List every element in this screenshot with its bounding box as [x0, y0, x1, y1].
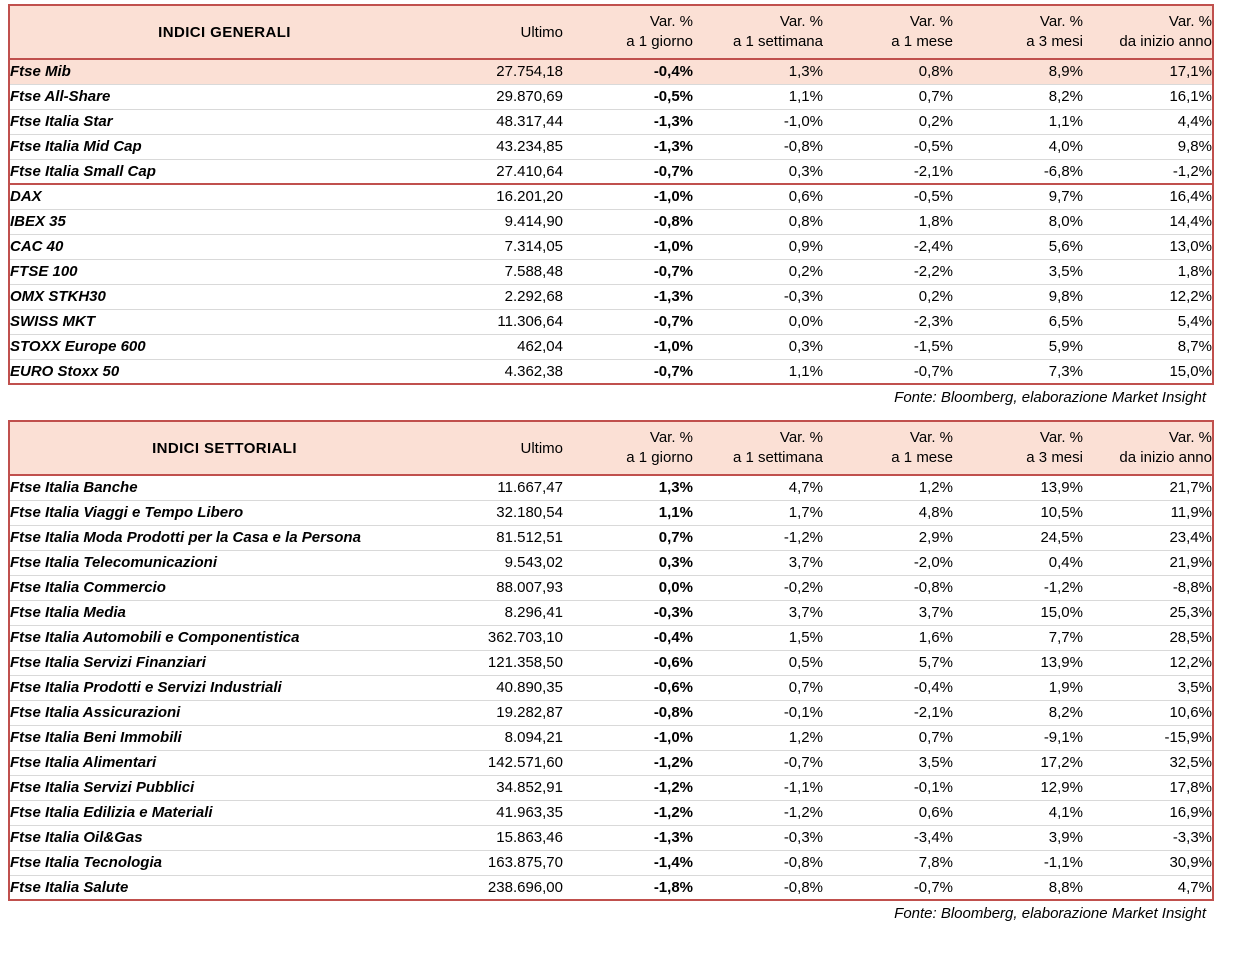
header-line-1: Var. %	[649, 12, 693, 30]
index-var-1settimana: -1,0%	[693, 109, 823, 134]
column-header-var-1settimana	[693, 5, 823, 59]
index-var-inizio-anno: 10,6%	[1083, 700, 1213, 725]
index-name: Ftse Italia Automobili e Componentistica	[9, 625, 439, 650]
index-var-1mese: -2,4%	[823, 234, 953, 259]
index-var-1mese: -0,1%	[823, 775, 953, 800]
index-var-1mese: -0,7%	[823, 359, 953, 384]
index-var-3mesi: 9,8%	[953, 284, 1083, 309]
table-row	[9, 575, 1213, 600]
index-var-1settimana: 4,7%	[693, 475, 823, 500]
index-name: STOXX Europe 600	[9, 334, 439, 359]
index-var-inizio-anno: 4,7%	[1083, 875, 1213, 900]
index-var-1settimana: 0,9%	[693, 234, 823, 259]
index-var-1settimana: -0,7%	[693, 750, 823, 775]
column-header-var-1settimana	[693, 421, 823, 475]
index-name: Ftse Italia Mid Cap	[9, 134, 439, 159]
table-row	[9, 650, 1213, 675]
table-row	[9, 334, 1213, 359]
table-row	[9, 550, 1213, 575]
index-var-1giorno: -0,7%	[563, 259, 693, 284]
index-var-1mese: 4,8%	[823, 500, 953, 525]
index-name: Ftse Italia Banche	[9, 475, 439, 500]
index-var-inizio-anno: 1,8%	[1083, 259, 1213, 284]
header-line-2: a 1 giorno	[626, 449, 693, 466]
table-row	[9, 750, 1213, 775]
index-var-1mese: 0,8%	[823, 59, 953, 84]
index-var-1giorno: 0,0%	[563, 575, 693, 600]
index-var-inizio-anno: 9,8%	[1083, 134, 1213, 159]
index-var-3mesi: 15,0%	[953, 600, 1083, 625]
index-name: Ftse All-Share	[9, 84, 439, 109]
index-name: Ftse Mib	[9, 59, 439, 84]
index-var-1mese: 7,8%	[823, 850, 953, 875]
index-var-inizio-anno: 4,4%	[1083, 109, 1213, 134]
index-var-1giorno: -1,8%	[563, 875, 693, 900]
index-last-value: 362.703,10	[439, 625, 563, 650]
index-var-3mesi: 6,5%	[953, 309, 1083, 334]
index-var-inizio-anno: 3,5%	[1083, 675, 1213, 700]
header-line-1: Var. %	[1039, 428, 1083, 446]
sector-indices-body	[9, 475, 1213, 900]
index-var-3mesi: 12,9%	[953, 775, 1083, 800]
table-row	[9, 284, 1213, 309]
index-var-3mesi: 7,7%	[953, 625, 1083, 650]
table-row	[9, 525, 1213, 550]
table-row	[9, 875, 1213, 900]
sector-indices-title: INDICI SETTORIALI	[9, 421, 439, 475]
index-name: Ftse Italia Assicurazioni	[9, 700, 439, 725]
index-last-value: 142.571,60	[439, 750, 563, 775]
index-var-1giorno: 0,3%	[563, 550, 693, 575]
table-row	[9, 209, 1213, 234]
index-var-1settimana: -1,2%	[693, 800, 823, 825]
index-var-3mesi: 9,7%	[953, 184, 1083, 209]
index-var-1settimana: 0,7%	[693, 675, 823, 700]
index-var-1mese: -0,8%	[823, 575, 953, 600]
index-var-3mesi: 8,9%	[953, 59, 1083, 84]
index-var-1mese: -2,3%	[823, 309, 953, 334]
index-last-value: 15.863,46	[439, 825, 563, 850]
index-var-3mesi: -6,8%	[953, 159, 1083, 184]
index-var-1giorno: -1,0%	[563, 184, 693, 209]
index-var-1giorno: -1,3%	[563, 134, 693, 159]
index-var-1giorno: -0,4%	[563, 59, 693, 84]
header-line-1: Var. %	[1168, 12, 1212, 30]
index-name: Ftse Italia Moda Prodotti per la Casa e la Persona	[9, 525, 439, 550]
index-var-1settimana: 0,8%	[693, 209, 823, 234]
general-indices-table	[8, 4, 1214, 385]
index-var-1giorno: -0,8%	[563, 209, 693, 234]
index-var-1settimana: -1,2%	[693, 525, 823, 550]
index-last-value: 11.306,64	[439, 309, 563, 334]
index-var-3mesi: 5,6%	[953, 234, 1083, 259]
table-row	[9, 159, 1213, 184]
index-var-3mesi: 24,5%	[953, 525, 1083, 550]
index-last-value: 43.234,85	[439, 134, 563, 159]
general-indices-title: INDICI GENERALI	[9, 5, 439, 59]
table-row	[9, 850, 1213, 875]
index-name: Ftse Italia Small Cap	[9, 159, 439, 184]
index-var-1mese: 0,7%	[823, 84, 953, 109]
index-var-3mesi: 10,5%	[953, 500, 1083, 525]
table-row	[9, 725, 1213, 750]
index-name: SWISS MKT	[9, 309, 439, 334]
column-header-var-1giorno	[563, 5, 693, 59]
index-var-1settimana: -0,3%	[693, 825, 823, 850]
index-var-3mesi: 13,9%	[953, 475, 1083, 500]
index-var-1mese: 0,2%	[823, 284, 953, 309]
index-var-1settimana: -0,8%	[693, 875, 823, 900]
index-var-1mese: 1,2%	[823, 475, 953, 500]
index-name: Ftse Italia Servizi Finanziari	[9, 650, 439, 675]
index-last-value: 34.852,91	[439, 775, 563, 800]
index-last-value: 9.543,02	[439, 550, 563, 575]
index-var-1settimana: 0,2%	[693, 259, 823, 284]
index-var-inizio-anno: 11,9%	[1083, 500, 1213, 525]
index-var-1settimana: 0,0%	[693, 309, 823, 334]
index-last-value: 4.362,38	[439, 359, 563, 384]
index-name: Ftse Italia Oil&Gas	[9, 825, 439, 850]
index-var-1mese: 0,7%	[823, 725, 953, 750]
index-var-inizio-anno: 30,9%	[1083, 850, 1213, 875]
header-line-1: Var. %	[1039, 12, 1083, 30]
index-var-1settimana: -0,1%	[693, 700, 823, 725]
index-var-1giorno: -1,0%	[563, 234, 693, 259]
index-name: FTSE 100	[9, 259, 439, 284]
index-var-1giorno: -1,0%	[563, 725, 693, 750]
index-var-inizio-anno: 25,3%	[1083, 600, 1213, 625]
index-var-1mese: -2,0%	[823, 550, 953, 575]
table-row	[9, 675, 1213, 700]
index-var-1mese: -3,4%	[823, 825, 953, 850]
index-var-3mesi: -9,1%	[953, 725, 1083, 750]
index-var-3mesi: 3,5%	[953, 259, 1083, 284]
index-last-value: 7.588,48	[439, 259, 563, 284]
index-var-inizio-anno: 23,4%	[1083, 525, 1213, 550]
index-var-1giorno: -1,3%	[563, 109, 693, 134]
general-indices-body	[9, 59, 1213, 384]
index-var-1mese: 1,6%	[823, 625, 953, 650]
index-var-3mesi: 8,0%	[953, 209, 1083, 234]
table-row	[9, 359, 1213, 384]
index-var-1giorno: -0,7%	[563, 359, 693, 384]
header-line-2: a 3 mesi	[1026, 33, 1083, 50]
index-name: Ftse Italia Media	[9, 600, 439, 625]
index-last-value: 81.512,51	[439, 525, 563, 550]
column-header-var-1giorno	[563, 421, 693, 475]
table-row	[9, 234, 1213, 259]
index-var-3mesi: 8,2%	[953, 700, 1083, 725]
index-var-1giorno: -1,4%	[563, 850, 693, 875]
index-name: Ftse Italia Prodotti e Servizi Industriali	[9, 675, 439, 700]
table-row	[9, 309, 1213, 334]
index-last-value: 16.201,20	[439, 184, 563, 209]
column-header-var-3mesi	[953, 421, 1083, 475]
index-name: Ftse Italia Beni Immobili	[9, 725, 439, 750]
index-var-inizio-anno: 21,9%	[1083, 550, 1213, 575]
index-var-1giorno: 1,1%	[563, 500, 693, 525]
table-row	[9, 500, 1213, 525]
index-last-value: 41.963,35	[439, 800, 563, 825]
table-row	[9, 475, 1213, 500]
index-var-1settimana: 0,3%	[693, 334, 823, 359]
header-line-2: a 1 mese	[891, 33, 953, 50]
header-line-2: a 1 settimana	[732, 33, 823, 50]
sector-indices-header	[9, 421, 1213, 475]
index-var-3mesi: 7,3%	[953, 359, 1083, 384]
index-name: Ftse Italia Viaggi e Tempo Libero	[9, 500, 439, 525]
index-var-1settimana: -0,3%	[693, 284, 823, 309]
index-var-1mese: 3,5%	[823, 750, 953, 775]
header-line-1: Var. %	[909, 12, 953, 30]
index-var-1mese: 3,7%	[823, 600, 953, 625]
index-name: Ftse Italia Telecomunicazioni	[9, 550, 439, 575]
index-var-inizio-anno: 12,2%	[1083, 284, 1213, 309]
index-var-inizio-anno: -1,2%	[1083, 159, 1213, 184]
index-last-value: 29.870,69	[439, 84, 563, 109]
index-var-inizio-anno: 8,7%	[1083, 334, 1213, 359]
index-last-value: 40.890,35	[439, 675, 563, 700]
index-var-1settimana: 1,5%	[693, 625, 823, 650]
sector-indices-table	[8, 420, 1214, 901]
index-var-inizio-anno: 16,9%	[1083, 800, 1213, 825]
index-var-1settimana: 1,1%	[693, 359, 823, 384]
index-var-3mesi: -1,2%	[953, 575, 1083, 600]
index-var-inizio-anno: -8,8%	[1083, 575, 1213, 600]
header-line-2: a 1 settimana	[732, 449, 823, 466]
index-var-1giorno: 0,7%	[563, 525, 693, 550]
index-last-value: 7.314,05	[439, 234, 563, 259]
index-var-1giorno: 1,3%	[563, 475, 693, 500]
index-last-value: 163.875,70	[439, 850, 563, 875]
index-name: Ftse Italia Salute	[9, 875, 439, 900]
index-var-3mesi: 4,1%	[953, 800, 1083, 825]
index-var-3mesi: -1,1%	[953, 850, 1083, 875]
index-last-value: 27.754,18	[439, 59, 563, 84]
index-var-1mese: 5,7%	[823, 650, 953, 675]
table-row	[9, 625, 1213, 650]
index-var-1settimana: 0,5%	[693, 650, 823, 675]
index-var-inizio-anno: 32,5%	[1083, 750, 1213, 775]
index-var-inizio-anno: 15,0%	[1083, 359, 1213, 384]
index-var-1giorno: -1,2%	[563, 775, 693, 800]
index-var-3mesi: 13,9%	[953, 650, 1083, 675]
column-header-var-inizio-anno	[1083, 5, 1213, 59]
index-last-value: 27.410,64	[439, 159, 563, 184]
index-var-inizio-anno: 14,4%	[1083, 209, 1213, 234]
index-var-inizio-anno: 5,4%	[1083, 309, 1213, 334]
column-header-var-3mesi	[953, 5, 1083, 59]
index-var-1mese: 2,9%	[823, 525, 953, 550]
index-var-3mesi: 1,9%	[953, 675, 1083, 700]
index-var-inizio-anno: 13,0%	[1083, 234, 1213, 259]
index-var-1mese: 1,8%	[823, 209, 953, 234]
index-name: Ftse Italia Alimentari	[9, 750, 439, 775]
index-var-1settimana: -0,8%	[693, 134, 823, 159]
index-name: Ftse Italia Edilizia e Materiali	[9, 800, 439, 825]
table-row	[9, 825, 1213, 850]
header-line-1: Var. %	[779, 12, 823, 30]
table-row	[9, 84, 1213, 109]
index-var-1giorno: -0,6%	[563, 675, 693, 700]
index-var-1giorno: -1,2%	[563, 800, 693, 825]
column-header-var-inizio-anno	[1083, 421, 1213, 475]
header-line-2: a 1 giorno	[626, 33, 693, 50]
index-last-value: 32.180,54	[439, 500, 563, 525]
index-last-value: 88.007,93	[439, 575, 563, 600]
index-last-value: 2.292,68	[439, 284, 563, 309]
index-var-1settimana: -0,8%	[693, 850, 823, 875]
header-line-2: a 3 mesi	[1026, 449, 1083, 466]
index-var-1giorno: -0,6%	[563, 650, 693, 675]
index-var-1giorno: -1,3%	[563, 284, 693, 309]
index-var-3mesi: 17,2%	[953, 750, 1083, 775]
index-var-3mesi: 8,2%	[953, 84, 1083, 109]
index-var-3mesi: 8,8%	[953, 875, 1083, 900]
column-header-ultimo: Ultimo	[439, 5, 563, 59]
index-var-1mese: -0,4%	[823, 675, 953, 700]
table-row	[9, 109, 1213, 134]
column-header-var-1mese	[823, 5, 953, 59]
index-var-3mesi: 0,4%	[953, 550, 1083, 575]
header-line-2: da inizio anno	[1119, 449, 1212, 466]
header-line-2: a 1 mese	[891, 449, 953, 466]
header-line-1: Var. %	[1168, 428, 1212, 446]
table-row	[9, 800, 1213, 825]
index-var-1settimana: 0,3%	[693, 159, 823, 184]
index-var-1mese: -1,5%	[823, 334, 953, 359]
index-var-3mesi: 4,0%	[953, 134, 1083, 159]
index-var-1settimana: 1,2%	[693, 725, 823, 750]
index-var-3mesi: 3,9%	[953, 825, 1083, 850]
index-var-1settimana: 1,3%	[693, 59, 823, 84]
index-var-1settimana: 0,6%	[693, 184, 823, 209]
index-var-1settimana: 1,1%	[693, 84, 823, 109]
index-var-inizio-anno: 16,1%	[1083, 84, 1213, 109]
index-name: EURO Stoxx 50	[9, 359, 439, 384]
index-var-1giorno: -0,7%	[563, 159, 693, 184]
table-row	[9, 700, 1213, 725]
index-name: OMX STKH30	[9, 284, 439, 309]
index-var-1settimana: 3,7%	[693, 550, 823, 575]
index-last-value: 462,04	[439, 334, 563, 359]
index-var-1settimana: -1,1%	[693, 775, 823, 800]
index-var-3mesi: 5,9%	[953, 334, 1083, 359]
index-last-value: 8.094,21	[439, 725, 563, 750]
index-var-1giorno: -1,2%	[563, 750, 693, 775]
index-var-1mese: -0,5%	[823, 184, 953, 209]
index-var-inizio-anno: 16,4%	[1083, 184, 1213, 209]
index-var-1settimana: 3,7%	[693, 600, 823, 625]
index-var-1giorno: -0,8%	[563, 700, 693, 725]
header-line-1: Var. %	[909, 428, 953, 446]
index-var-inizio-anno: 17,8%	[1083, 775, 1213, 800]
column-header-var-1mese	[823, 421, 953, 475]
index-var-1giorno: -0,4%	[563, 625, 693, 650]
header-line-1: Var. %	[779, 428, 823, 446]
index-last-value: 121.358,50	[439, 650, 563, 675]
index-var-1mese: -0,5%	[823, 134, 953, 159]
index-var-1mese: -2,1%	[823, 700, 953, 725]
index-var-inizio-anno: 28,5%	[1083, 625, 1213, 650]
header-line-2: da inizio anno	[1119, 33, 1212, 50]
table-row	[9, 600, 1213, 625]
index-var-inizio-anno: 17,1%	[1083, 59, 1213, 84]
index-name: Ftse Italia Servizi Pubblici	[9, 775, 439, 800]
index-var-1settimana: 1,7%	[693, 500, 823, 525]
index-var-inizio-anno: 21,7%	[1083, 475, 1213, 500]
general-indices-source: Fonte: Bloomberg, elaborazione Market Insight	[894, 389, 1206, 406]
index-last-value: 238.696,00	[439, 875, 563, 900]
index-name: DAX	[9, 184, 439, 209]
index-last-value: 8.296,41	[439, 600, 563, 625]
table-row	[9, 59, 1213, 84]
table-row	[9, 259, 1213, 284]
index-last-value: 48.317,44	[439, 109, 563, 134]
index-name: Ftse Italia Tecnologia	[9, 850, 439, 875]
index-var-1mese: -0,7%	[823, 875, 953, 900]
index-var-1settimana: -0,2%	[693, 575, 823, 600]
index-name: IBEX 35	[9, 209, 439, 234]
table-row	[9, 184, 1213, 209]
index-var-1mese: -2,2%	[823, 259, 953, 284]
sector-indices-source: Fonte: Bloomberg, elaborazione Market Insight	[894, 905, 1206, 922]
general-indices-header	[9, 5, 1213, 59]
index-var-inizio-anno: 12,2%	[1083, 650, 1213, 675]
index-var-1mese: 0,6%	[823, 800, 953, 825]
index-name: Ftse Italia Commercio	[9, 575, 439, 600]
index-var-1mese: -2,1%	[823, 159, 953, 184]
column-header-ultimo: Ultimo	[439, 421, 563, 475]
index-var-1giorno: -1,0%	[563, 334, 693, 359]
index-var-1giorno: -0,7%	[563, 309, 693, 334]
index-var-1mese: 0,2%	[823, 109, 953, 134]
index-var-inizio-anno: -3,3%	[1083, 825, 1213, 850]
table-row	[9, 134, 1213, 159]
index-var-1giorno: -1,3%	[563, 825, 693, 850]
index-var-3mesi: 1,1%	[953, 109, 1083, 134]
index-var-inizio-anno: -15,9%	[1083, 725, 1213, 750]
index-last-value: 9.414,90	[439, 209, 563, 234]
index-name: CAC 40	[9, 234, 439, 259]
index-last-value: 19.282,87	[439, 700, 563, 725]
header-line-1: Var. %	[649, 428, 693, 446]
index-var-1giorno: -0,3%	[563, 600, 693, 625]
index-last-value: 11.667,47	[439, 475, 563, 500]
index-name: Ftse Italia Star	[9, 109, 439, 134]
index-var-1giorno: -0,5%	[563, 84, 693, 109]
table-row	[9, 775, 1213, 800]
